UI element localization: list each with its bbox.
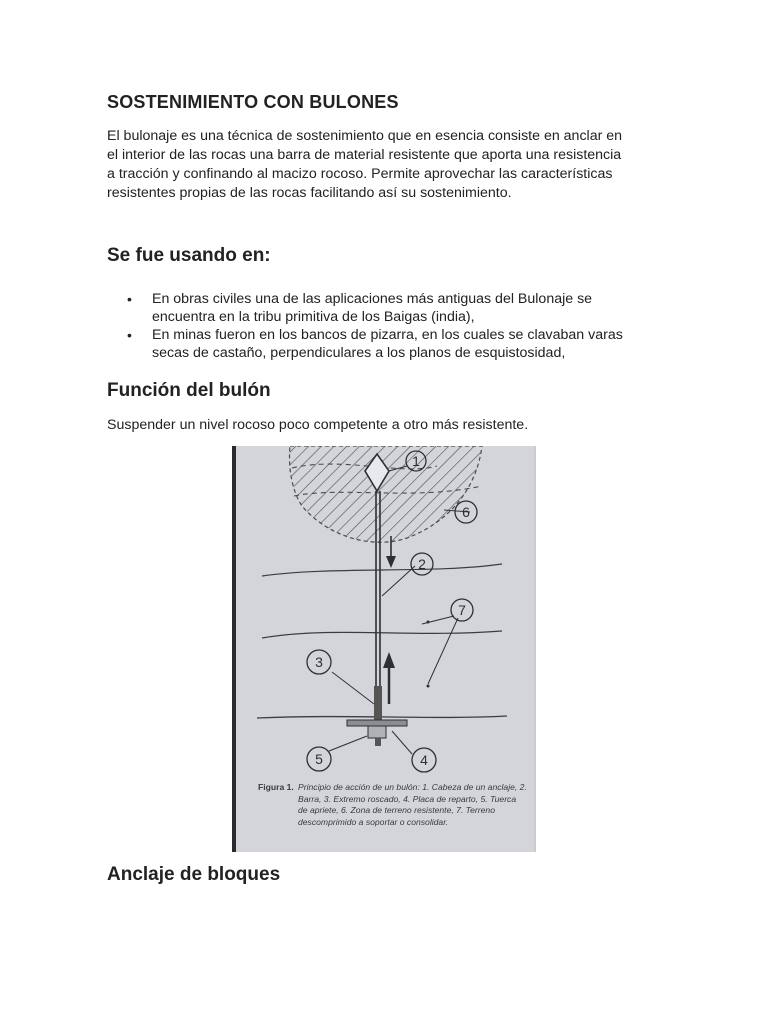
callout-number: 6 (462, 504, 470, 520)
callout-number: 4 (420, 752, 428, 768)
page-title: SOSTENIMIENTO CON BULONES (107, 92, 399, 112)
marker-dot (427, 685, 430, 688)
marker-dot (427, 621, 430, 624)
function-text: Suspender un nivel rocoso poco competente a otro más resistente. (107, 417, 529, 433)
list-item-line: encuentra en la tribu primitiva de los Baigas (india), (152, 309, 475, 325)
callout-number: 1 (412, 453, 420, 469)
callout-number: 3 (315, 654, 323, 670)
uses-heading: Se fue usando en: (107, 245, 271, 266)
bearing-plate (347, 720, 407, 726)
callout-number: 2 (418, 556, 426, 572)
function-heading: Función del bulón (107, 380, 271, 401)
bolt-tip (375, 738, 381, 746)
callout-number: 7 (458, 602, 466, 618)
anchor-heading: Anclaje de bloques (107, 864, 281, 885)
intro-paragraph (107, 127, 659, 203)
intro-line: el interior de las rocas una barra de material resistente que aporta una resistencia (107, 147, 622, 163)
list-item-line: • En minas fueron en los bancos de pizarra, en los cuales se clavaban varas (152, 327, 623, 343)
bolt-figure (232, 446, 536, 852)
nut (368, 726, 386, 738)
uses-list (107, 290, 667, 362)
threaded-end (374, 686, 382, 720)
callout-number: 5 (315, 751, 323, 767)
list-item (107, 326, 667, 362)
list-item-line: secas de castaño, perpendiculares a los planos de esquistosidad, (152, 345, 566, 361)
scan-edge (232, 446, 236, 852)
intro-line: a tracción y confinando al macizo rocoso. Permite aprovechar las características (107, 166, 613, 182)
list-item (107, 290, 667, 326)
figure-label: Figura 1. (258, 782, 294, 792)
intro-line: El bulonaje es una técnica de sostenimiento que en esencia consiste en anclar en (107, 128, 623, 144)
figure-caption-text: Principio de acción de un bulón: 1. Cabeza de un anclaje, 2. Barra, 3. Extremo roscado, 4. Placa de reparto, 5. Tuerca de apriete, 6. Zona de terreno resistente, 7. Terreno descomprimido a soportar o consolidar. (298, 782, 527, 827)
intro-line: resistentes propias de las rocas facilitando así su sostenimiento. (107, 185, 512, 201)
list-item-line: • En obras civiles una de las aplicaciones más antiguas del Bulonaje se (152, 291, 593, 307)
